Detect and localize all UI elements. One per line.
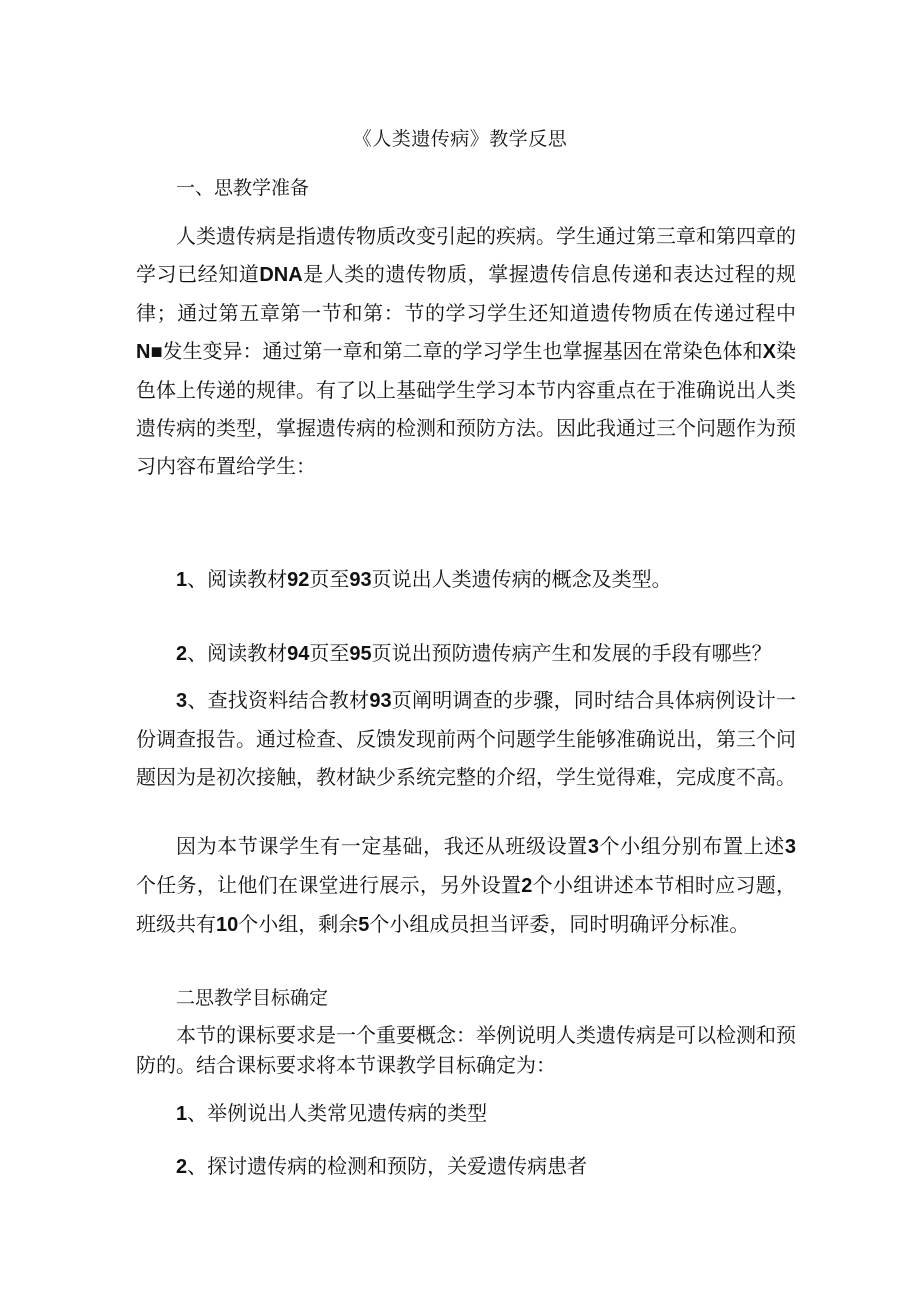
groups-number: 3 (587, 836, 599, 858)
task-2-text: 、阅读教材 (187, 641, 288, 665)
groups-number: 10 (216, 914, 239, 936)
task-1-page-end: 93 (349, 569, 372, 591)
groups-text: 个小组讲述本节相时应习题，班级共有 (136, 873, 797, 936)
groups-text: 个小组成员担当评委，同时明确评分标准。 (369, 912, 750, 936)
intro-text-2: 是人类的遗传物质，掌握遗传信息传递和表达过程的规律；通过第五章第一节和第：节的学习学生还知道遗传物质在传递过程中 (136, 262, 797, 325)
intro-n-mark: N■ (136, 341, 163, 363)
task-3-text: 、查找资料结合教材 (187, 688, 370, 712)
task-1-number: 1 (176, 569, 188, 591)
section1-heading: 一、思教学准备 (176, 177, 310, 199)
task-3-number: 3 (176, 690, 188, 712)
task-2-number: 2 (176, 643, 188, 665)
intro-dna: DNA (259, 264, 303, 286)
groups-text: 个小组分别布置上述 (598, 834, 785, 858)
groups-paragraph (136, 827, 796, 944)
task-item-1 (176, 563, 672, 592)
document-title: 《人类遗传病》教学反思 (352, 128, 568, 150)
intro-text-1: 人类遗传病是指遗传物质改变引起的疾病。学生通过第三章和第四章的学习已经知道 (136, 224, 796, 286)
groups-number: 3 (784, 836, 797, 858)
groups-text: 个任务，让他们在课堂进行展示，另外设置 (136, 873, 522, 897)
task-1-text: 、阅读教材 (187, 567, 288, 591)
task-1-page-start: 92 (287, 569, 310, 591)
task-2-page-start: 94 (287, 643, 310, 665)
goal-1-number: 1 (176, 1103, 188, 1125)
task-1-text: 页至 (309, 567, 350, 591)
goal-2-number: 2 (176, 1156, 188, 1178)
task-3-text: 页阐明调查的步骤，同时结合具体病例设计一份调查报告。通过检查、反馈发现前两个问题学生能够准确说出，第三个问题因为是初次接触，教材缺少系统完整的介绍，学生觉得难，完成度不高。 (136, 688, 797, 789)
task-2-text: 页说出预防遗传病产生和发展的手段有哪些？ (371, 641, 772, 665)
section2-intro-paragraph: 本节的课标要求是一个重要概念：举例说明人类遗传病是可以检测和预防的。结合课标要求将本节课教学目标确定为： (136, 1023, 796, 1077)
intro-x: X (762, 341, 776, 363)
section1-intro-paragraph (136, 217, 796, 485)
task-1-text: 页说出人类遗传病的概念及类型。 (371, 567, 672, 591)
section2-heading: 二思教学目标确定 (176, 987, 329, 1009)
goal-2-text: 、探讨遗传病的检测和预防，关爱遗传病患者 (187, 1154, 588, 1178)
intro-text-4: 染色体上传递的规律。有了以上基础学生学习本节内容重点在于准确说出人类遗传病的类型，掌握遗传病的检测和预防方法。因此我通过三个问题作为预习内容布置给学生： (136, 339, 797, 478)
groups-number: 5 (358, 914, 370, 936)
groups-text: 因为本节课学生有一定基础，我还从班级设置 (176, 834, 588, 858)
intro-text-3: 发生变异：通过第一章和第二章的学习学生也掌握基因在常染色体和 (162, 339, 763, 363)
goal-item-1 (176, 1097, 487, 1126)
groups-number: 2 (521, 875, 533, 897)
task-item-3 (136, 681, 796, 796)
goal-1-text: 、举例说出人类常见遗传病的类型 (187, 1101, 488, 1125)
task-item-2 (176, 637, 772, 666)
task-3-page: 93 (369, 690, 392, 712)
task-2-page-end: 95 (349, 643, 372, 665)
goal-item-2 (176, 1150, 587, 1179)
groups-text: 个小组，剩余 (238, 912, 359, 936)
task-2-text: 页至 (309, 641, 350, 665)
